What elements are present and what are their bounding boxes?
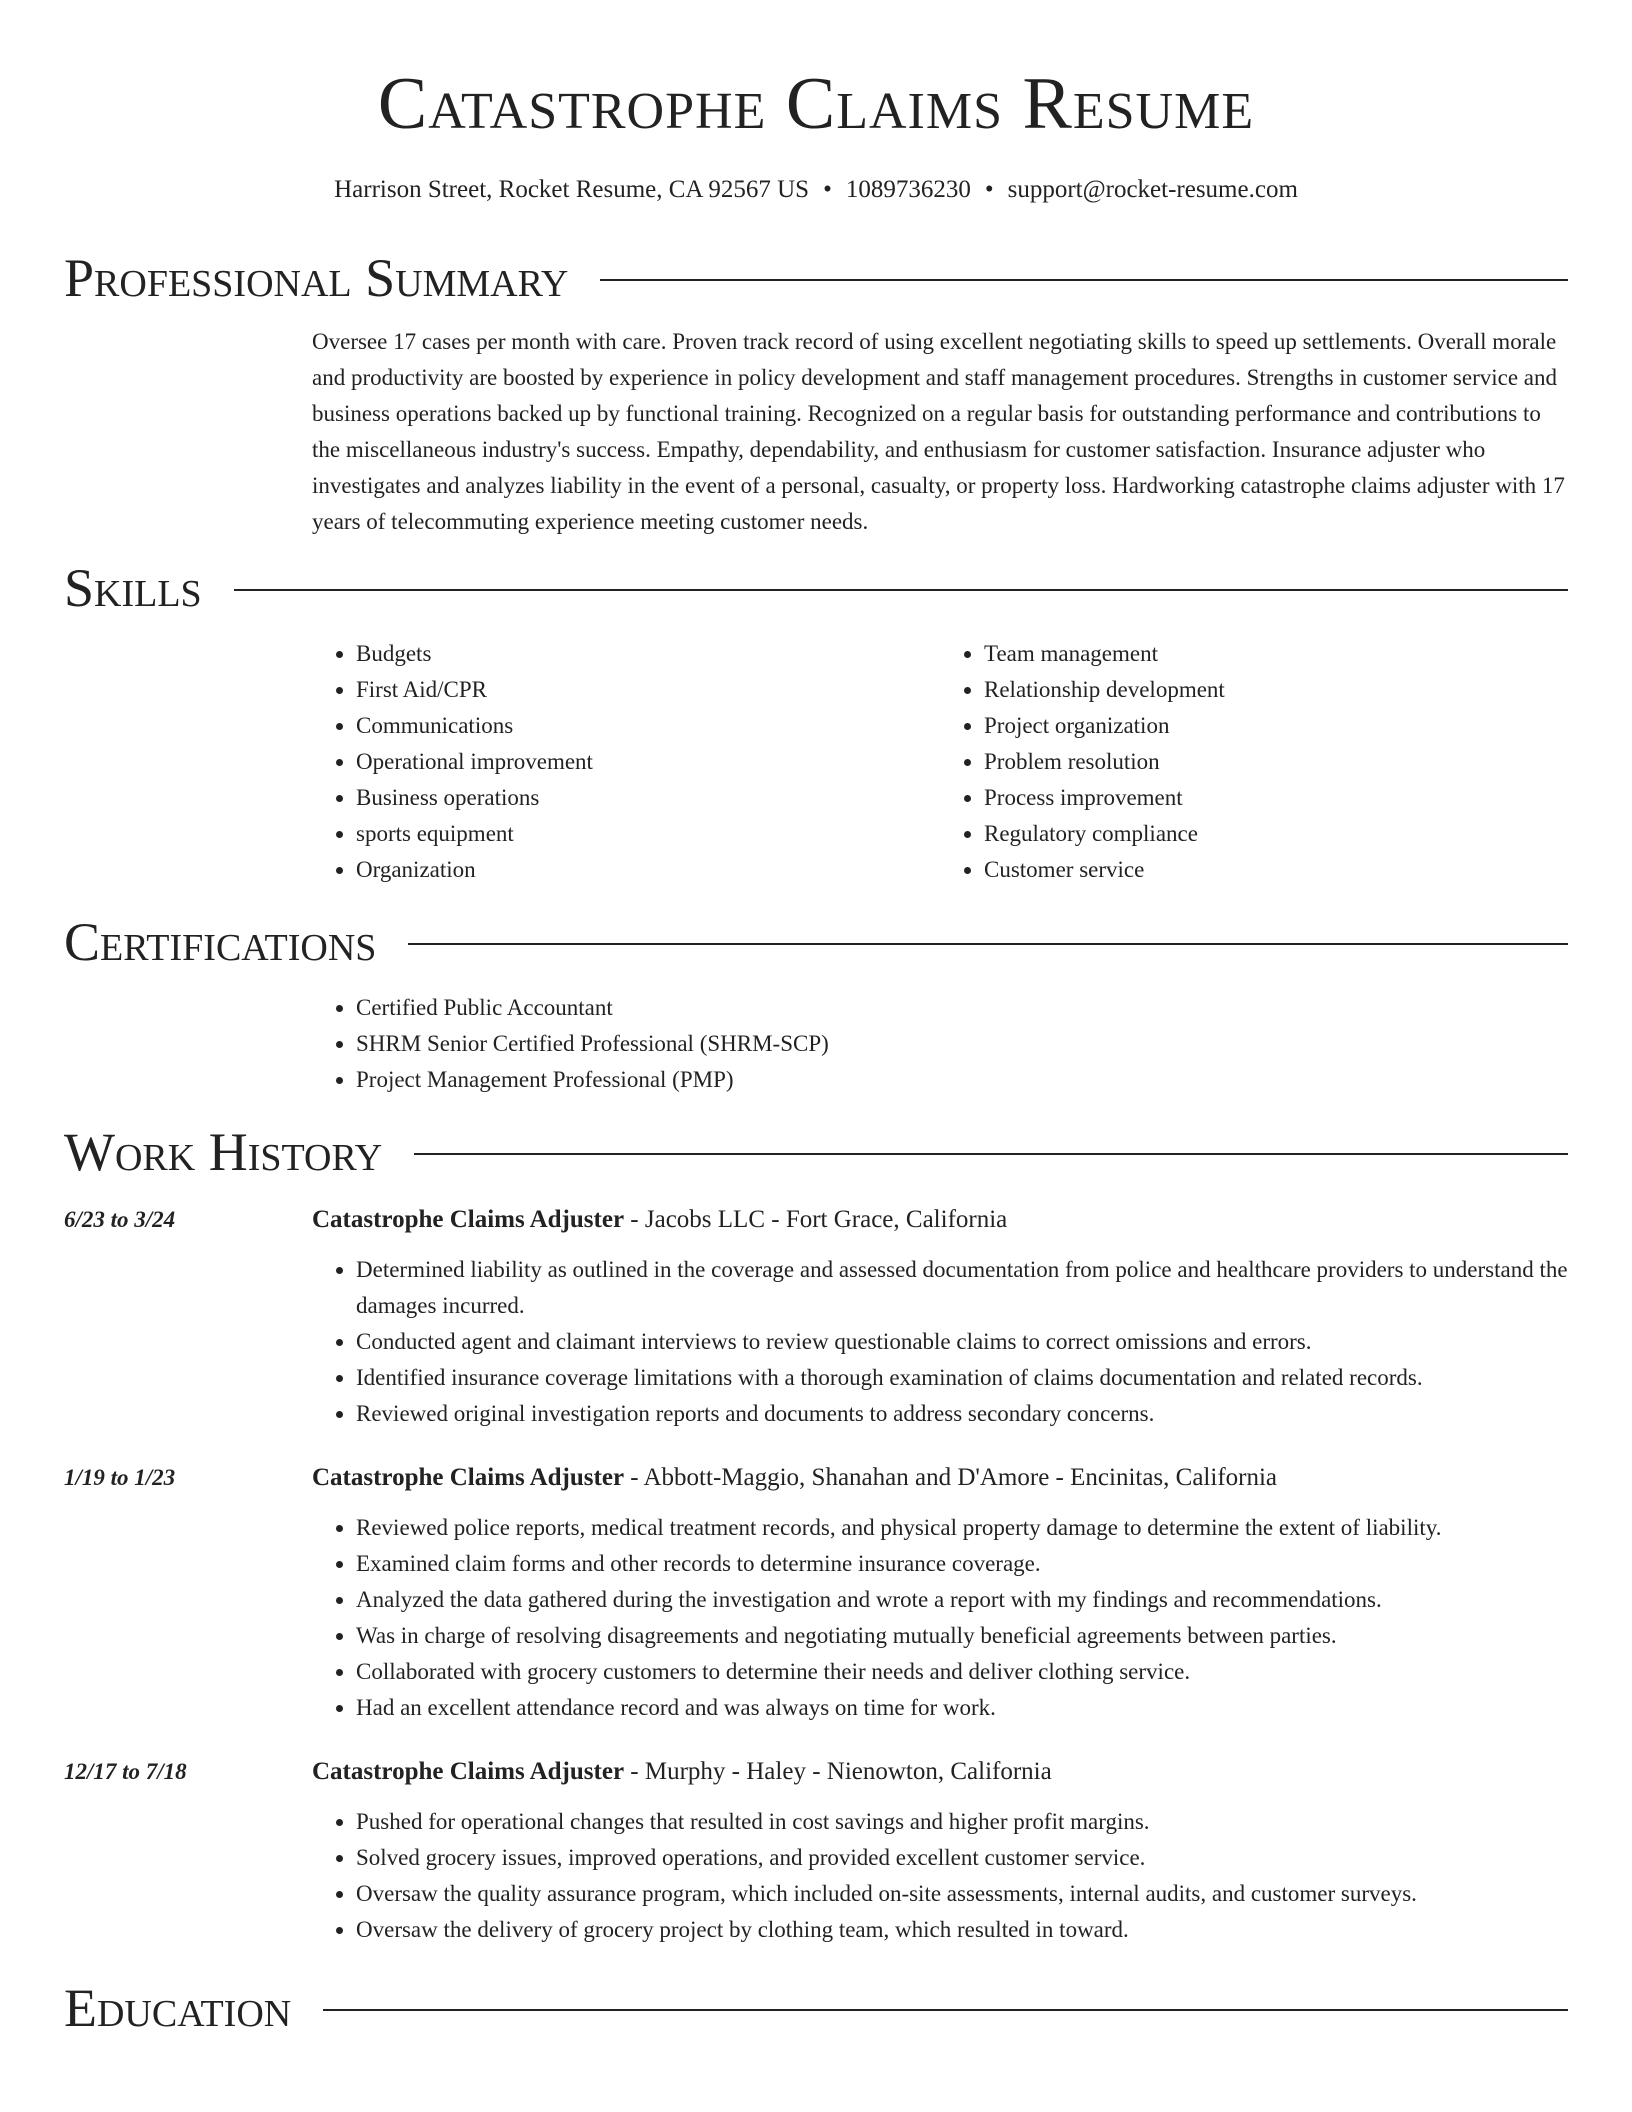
skill-item: • Business operations [356,780,940,816]
job-details [312,1202,1568,1432]
job-bullet: • Pushed for operational changes that resulted in cost savings and higher profit margins. [356,1804,1568,1840]
job-bullet: • Determined liability as outlined in the coverage and assessed documentation from police and healthcare providers to understand the damages incurred. [356,1252,1568,1324]
skill-item: • Regulatory compliance [984,816,1568,852]
skill-item: • First Aid/CPR [356,672,940,708]
job-employer: - Abbott-Maggio, Shanahan and D'Amore - Encinitas, California [624,1464,1278,1491]
skills-section [64,556,1568,888]
contact-email: support@rocket-resume.com [1007,176,1298,203]
skills-header [64,556,1568,620]
job-heading [312,1202,1568,1238]
section-divider [408,943,1568,945]
job-bullet: • Identified insurance coverage limitations with a thorough examination of claims documentation and related records. [356,1360,1568,1396]
contact-phone: 1089736230 [845,176,971,203]
skill-item: • Team management [984,636,1568,672]
job-employer: - Murphy - Haley - Nienowton, California [624,1758,1052,1785]
work-history-header [64,1120,1568,1184]
job-bullet: • Oversaw the quality assurance program, which included on-site assessments, internal audits, and customer surveys. [356,1876,1568,1912]
summary-header [64,246,1568,310]
skill-item: • sports equipment [356,816,940,852]
skill-item: • Communications [356,708,940,744]
job-bullet: • Conducted agent and claimant interviews to review questionable claims to correct omissions and errors. [356,1324,1568,1360]
education-section [64,1976,1568,2040]
skill-item: • Process improvement [984,780,1568,816]
summary-body [312,324,1568,540]
contact-separator: • [823,176,832,203]
skills-title: Skills [64,558,202,618]
certification-item: • Project Management Professional (PMP) [356,1062,1568,1098]
certifications-section [64,910,1568,1098]
summary-title: Professional Summary [64,248,569,308]
job-bullets [312,1252,1568,1432]
summary-section [64,246,1568,540]
certification-item: • Certified Public Accountant [356,990,1568,1026]
resume-name: Catastrophe Claims Resume [377,63,1255,145]
job-entry [64,1202,1568,1432]
job-entry [64,1754,1568,1948]
skills-list-left [312,636,940,888]
job-bullet: • Was in charge of resolving disagreements and negotiating mutually beneficial agreements between parties. [356,1618,1568,1654]
job-bullets [312,1804,1568,1948]
job-dates: 12/17 to 7/18 [64,1759,187,1784]
skills-list-right [940,636,1568,888]
certification-item: • SHRM Senior Certified Professional (SHRM-SCP) [356,1026,1568,1062]
job-bullet: • Examined claim forms and other records to determine insurance coverage. [356,1546,1568,1582]
job-entry [64,1460,1568,1726]
job-bullet: • Reviewed original investigation reports and documents to address secondary concerns. [356,1396,1568,1432]
job-employer: - Jacobs LLC - Fort Grace, California [624,1206,1008,1233]
education-header [64,1976,1568,2040]
job-title: Catastrophe Claims Adjuster [312,1758,625,1785]
job-bullet: • Analyzed the data gathered during the investigation and wrote a report with my findings and recommendations. [356,1582,1568,1618]
education-title: Education [64,1978,292,2038]
job-bullet: • Reviewed police reports, medical treatment records, and physical property damage to determine the extent of liability. [356,1510,1568,1546]
skill-item: • Customer service [984,852,1568,888]
skill-item: • Operational improvement [356,744,940,780]
certifications-header [64,910,1568,974]
job-title: Catastrophe Claims Adjuster [312,1206,625,1233]
job-heading [312,1754,1568,1790]
job-heading [312,1460,1568,1496]
certifications-title: Certifications [64,912,377,972]
job-bullet: • Collaborated with grocery customers to determine their needs and deliver clothing service. [356,1654,1568,1690]
skill-item: • Relationship development [984,672,1568,708]
work-history-section [64,1120,1568,1948]
skill-item: • Budgets [356,636,940,672]
certifications-list [312,990,1568,1098]
section-divider [600,279,1568,281]
section-divider [323,2009,1568,2011]
job-bullet: • Solved grocery issues, improved operations, and provided excellent customer service. [356,1840,1568,1876]
contact-line [0,174,1632,206]
section-divider [234,589,1568,591]
job-dates: 6/23 to 3/24 [64,1207,176,1232]
job-details [312,1754,1568,1948]
certifications-body [312,990,1568,1098]
skill-item: • Organization [356,852,940,888]
job-bullets [312,1510,1568,1726]
section-divider [414,1153,1568,1155]
skill-item: • Problem resolution [984,744,1568,780]
jobs-container [64,1202,1568,1948]
summary-text: Oversee 17 cases per month with care. Proven track record of using excellent negotiating skills to speed up settlements. Overall morale and productivity are boosted by experience in policy development and staff management procedures. Strengths in customer service and business operations backed up by functional training. Recognized on a regular basis for outstanding performance and contributions to the miscellaneous industry's success. Empathy, dependability, and enthusiasm for customer satisfaction. Insurance adjuster who investigates and analyzes liability in the event of a personal, casualty, or property loss. Hardworking catastrophe claims adjuster with 17 years of telecommuting experience meeting customer needs. [312,329,1565,534]
job-dates: 1/19 to 1/23 [64,1465,176,1490]
skill-item: • Project organization [984,708,1568,744]
job-details [312,1460,1568,1726]
job-title: Catastrophe Claims Adjuster [312,1464,625,1491]
work-history-title: Work History [64,1122,383,1182]
job-bullet: • Oversaw the delivery of grocery project by clothing team, which resulted in toward. [356,1912,1568,1948]
job-bullet: • Had an excellent attendance record and was always on time for work. [356,1690,1568,1726]
contact-address: Harrison Street, Rocket Resume, CA 92567 US [334,176,810,203]
skills-columns [312,636,1568,888]
contact-separator: • [984,176,994,203]
